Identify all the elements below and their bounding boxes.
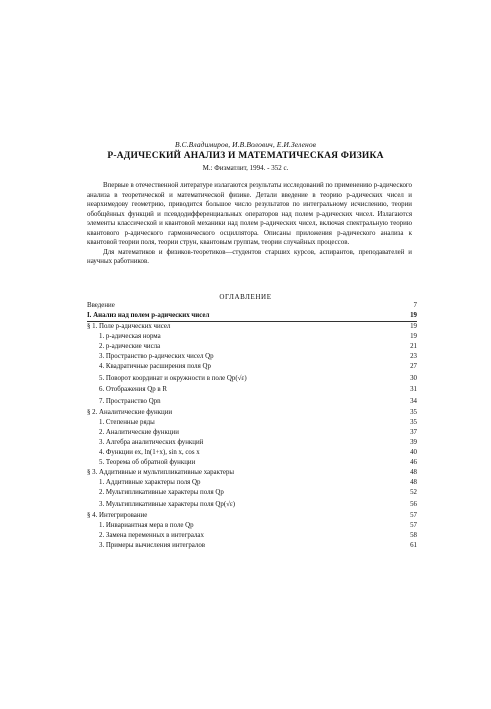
toc-entry-page: 57 bbox=[410, 512, 417, 519]
toc-entry-title: § 3. Аддитивные и мультипликативные характеры bbox=[87, 469, 235, 476]
abstract-paragraph: Для математиков и физиков-теоретиков—студентов старших курсов, аспирантов, преподавателей и научных работников. bbox=[87, 248, 412, 265]
toc-entry-title: Введение bbox=[87, 302, 115, 309]
toc-entry-page: 37 bbox=[410, 429, 417, 436]
toc-entry-page: 52 bbox=[410, 489, 417, 496]
toc-entry-title: 1. Инвариантная мера в поле Qp bbox=[99, 522, 194, 529]
toc-entry-page: 61 bbox=[410, 542, 417, 549]
toc-entry-title: § 2. Аналитические функции bbox=[87, 409, 173, 416]
toc-entry-title: 1. Аддитивные характеры поля Qp bbox=[99, 479, 201, 486]
toc-entry-page: 19 bbox=[410, 323, 417, 330]
contents-heading: ОГЛАВЛЕНИЕ bbox=[219, 293, 272, 301]
toc-entry bbox=[87, 541, 417, 551]
toc-entry-title: 5. Поворот координат и окружности в поле Qp(√ε) bbox=[99, 375, 247, 382]
toc-entry-page: 39 bbox=[410, 439, 417, 446]
authors: В.С.Владимиров, И.В.Волович, Е.И.Зеленов bbox=[174, 140, 317, 149]
toc-entry bbox=[87, 301, 417, 311]
toc-entry bbox=[87, 488, 417, 498]
toc-entry bbox=[87, 352, 417, 362]
toc-entry bbox=[87, 531, 417, 541]
toc-entry bbox=[87, 478, 417, 488]
toc-entry bbox=[87, 521, 417, 531]
toc-entry bbox=[87, 468, 417, 478]
toc-entry-title: 4. Квадратичные расширения поля Qp bbox=[99, 363, 211, 370]
toc-entry-page: 48 bbox=[410, 479, 417, 486]
toc-entry-page: 31 bbox=[410, 386, 417, 393]
toc-entry bbox=[87, 322, 417, 332]
toc-entry-page: 35 bbox=[410, 419, 417, 426]
toc-entry-page: 27 bbox=[410, 363, 417, 370]
toc-entry-page: 19 bbox=[410, 333, 417, 340]
toc-entry-title: 1. p-адическая норма bbox=[99, 333, 161, 340]
toc-entry-title: 7. Пространство Qpn bbox=[99, 398, 161, 405]
toc-entry-title: 5. Теорема об обратной функции bbox=[99, 459, 196, 466]
toc-entry-title: § 1. Поле p-адических чисел bbox=[87, 323, 171, 330]
publisher-info: М.: Физматлит, 1994. - 352 с. bbox=[202, 164, 289, 172]
toc-entry-title: 2. p-адические числа bbox=[99, 343, 161, 350]
toc-entry-page: 30 bbox=[410, 375, 417, 382]
toc-entry-title: 2. Замена переменных в интегралах bbox=[99, 532, 204, 539]
toc-entry bbox=[87, 311, 417, 322]
toc-entry-page: 46 bbox=[410, 459, 417, 466]
toc-entry-title: 3. Примеры вычисления интегралов bbox=[99, 542, 206, 549]
toc-entry-page: 57 bbox=[410, 522, 417, 529]
toc-entry-page: 7 bbox=[413, 302, 417, 309]
toc-entry-page: 56 bbox=[410, 501, 417, 508]
toc-entry bbox=[87, 362, 417, 372]
toc-entry bbox=[87, 418, 417, 428]
toc-entry bbox=[87, 498, 417, 511]
abstract-paragraph: Впервые в отечественной литературе излагаются результаты исследований по применению p-адического анализа в теоретической и математической физике. Детали введение в теорию p-адических чисел и неархимедову геометрию, приводится большое число результатов по интегральному исчислению, теории обобщённых функций и псевдодифференциальных операторов над полем p-адических чисел. Излагаются элементы классической и квантовой механики над полем p-адических чисел, включая спектральную теорию квантового p-адического гармонического осциллятора. Описаны приложения p-адического анализа к квантовой теории поля, теории струн, квантовым группам, теории случайных процессов. bbox=[87, 182, 412, 246]
toc-entry bbox=[87, 408, 417, 418]
toc-entry bbox=[87, 428, 417, 438]
toc-entry-title: I. Анализ над полем p-адических чисел bbox=[87, 312, 210, 319]
toc-entry bbox=[87, 395, 417, 408]
toc-entry-title: 2. Мультипликативные характеры поля Qp bbox=[99, 489, 224, 496]
toc-entry-page: 40 bbox=[410, 449, 417, 456]
toc-entry-page: 21 bbox=[410, 343, 417, 350]
book-title: P-АДИЧЕСКИЙ АНАЛИЗ И МАТЕМАТИЧЕСКАЯ ФИЗИКА bbox=[107, 151, 384, 161]
abstract bbox=[87, 181, 412, 267]
toc-entry-title: 1. Степенные ряды bbox=[99, 419, 155, 426]
toc-entry-title: 2. Аналитические функции bbox=[99, 429, 179, 436]
toc-entry bbox=[87, 458, 417, 468]
table-of-contents bbox=[87, 301, 417, 551]
toc-entry-title: 6. Отображения Qp в R bbox=[99, 386, 167, 393]
toc-entry-page: 34 bbox=[410, 398, 417, 405]
toc-entry-title: 3. Алгебра аналитических функций bbox=[99, 439, 204, 446]
toc-entry bbox=[87, 332, 417, 342]
toc-entry bbox=[87, 511, 417, 521]
toc-entry bbox=[87, 385, 417, 395]
toc-entry bbox=[87, 342, 417, 352]
toc-entry bbox=[87, 372, 417, 385]
toc-entry bbox=[87, 448, 417, 458]
toc-entry bbox=[87, 438, 417, 448]
toc-entry-title: 4. Функции ex, ln(1+x), sin x, cos x bbox=[99, 449, 200, 456]
toc-entry-page: 35 bbox=[410, 409, 417, 416]
toc-entry-page: 58 bbox=[410, 532, 417, 539]
toc-entry-page: 23 bbox=[410, 353, 417, 360]
toc-entry-title: 3. Мультипликативные характеры поля Qp(√ε) bbox=[99, 501, 236, 508]
toc-entry-title: 3. Пространство p-адических чисел Qp bbox=[99, 353, 214, 360]
toc-entry-title: § 4. Интегрирование bbox=[87, 512, 148, 519]
toc-entry-page: 48 bbox=[410, 469, 417, 476]
toc-entry-page: 19 bbox=[410, 312, 417, 319]
